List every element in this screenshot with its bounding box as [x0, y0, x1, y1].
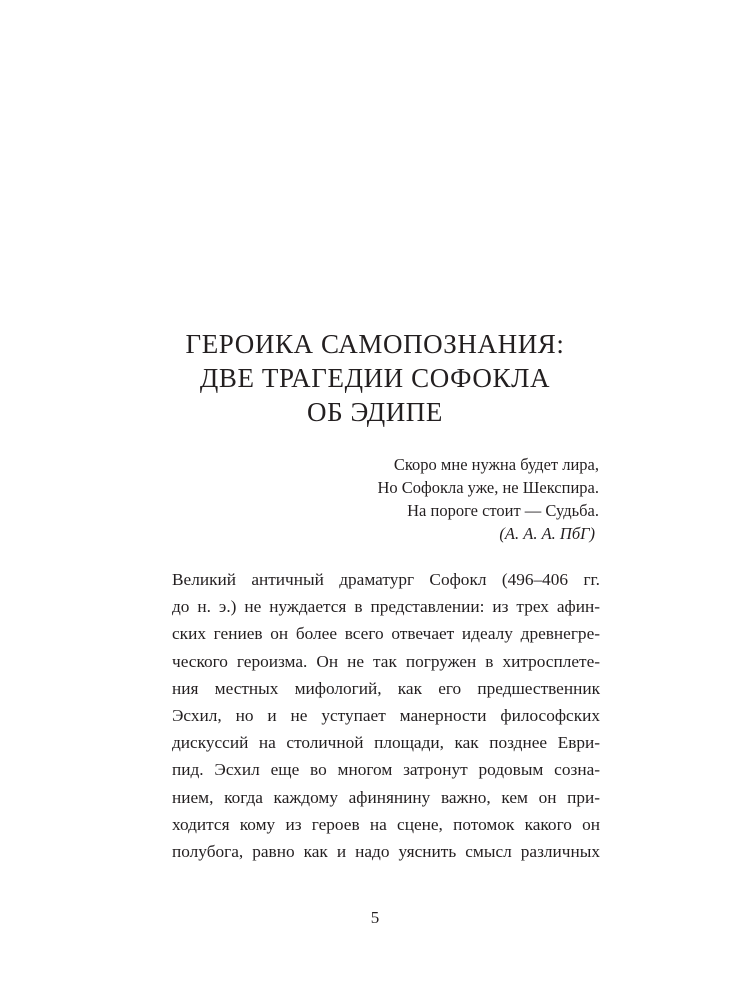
- body-paragraph: [172, 566, 600, 865]
- epigraph: [377, 453, 599, 545]
- epigraph-line: Но Софокла уже, не Шекспира.: [377, 478, 599, 497]
- chapter-title-line: ГЕРОИКА САМОПОЗНАНИЯ:: [185, 329, 565, 359]
- body-text-line: ния местных мифологий, как его предшественник: [172, 678, 600, 698]
- body-text-line: ческого героизма. Он не так погружен в хитросплете-: [172, 651, 600, 671]
- chapter-title: [100, 327, 650, 429]
- epigraph-attribution: (А. А. А. ПбГ): [499, 524, 595, 543]
- body-text-line: пид. Эсхил еще во многом затронут родовым созна-: [172, 760, 600, 780]
- epigraph-line: На пороге стоит — Судьба.: [407, 501, 599, 520]
- body-text-line: Эсхил, но и не уступает манерности философских: [172, 705, 600, 725]
- chapter-title-line: ДВЕ ТРАГЕДИИ СОФОКЛА: [199, 363, 551, 393]
- body-text-line: дискуссий на столичной площади, как позднее Еври-: [172, 733, 600, 753]
- body-text-line: до н. э.) не нуждается в представлении: из трех афин-: [172, 597, 600, 617]
- page-number: 5: [370, 908, 380, 927]
- body-text-line: ходится кому из героев на сцене, потомок какого он: [172, 814, 600, 834]
- epigraph-line: Скоро мне нужна будет лира,: [393, 455, 599, 474]
- body-text-line: ских гениев он более всего отвечает идеалу древнегре-: [172, 624, 600, 644]
- body-text-line: Великий античный драматург Софокл (496–406 гг.: [172, 570, 600, 589]
- body-text-line: нием, когда каждому афинянину важно, кем он при-: [172, 787, 600, 807]
- body-text-line: полубога, равно как и надо уяснить смысл различных: [172, 841, 600, 861]
- chapter-title-line: ОБ ЭДИПЕ: [306, 397, 444, 427]
